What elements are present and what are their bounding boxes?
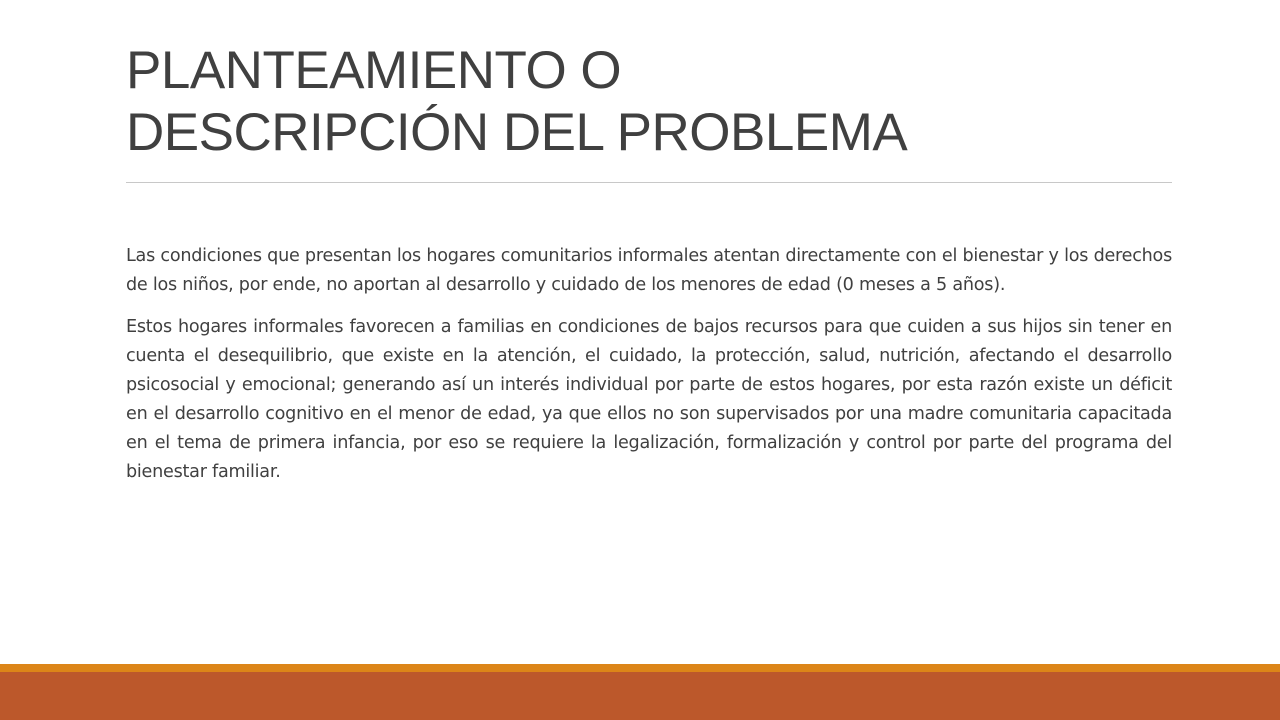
footer-accent-bar-thin: [0, 664, 1280, 672]
slide-title: [126, 40, 1186, 164]
slide-body: [126, 242, 1172, 500]
slide-title-line-2: DESCRIPCIÓN DEL PROBLEMA: [126, 103, 908, 162]
footer-accent-bar-thick: [0, 672, 1280, 720]
body-paragraph-1: Las condiciones que presentan los hogares comunitarios informales atentan directamente con el bienestar y los derechos de los niños, por ende, no aportan al desarrollo y cuidado de los menores de edad (0 meses a 5 años).: [126, 246, 1172, 295]
slide-title-line-1: PLANTEAMIENTO O: [126, 41, 622, 100]
title-divider: [126, 182, 1172, 183]
body-paragraph-2: Estos hogares informales favorecen a familias en condiciones de bajos recursos para que cuiden a sus hijos sin tener en cuenta el desequilibrio, que existe en la atención, el cuidado, la protección, salud, nutrición, afectando el desarrollo psicosocial y emocional; generando así un interés individual por parte de estos hogares, por esta razón existe un déficit en el desarrollo cognitivo en el menor de edad, ya que ellos no son supervisados por una madre comunitaria capacitada en el tema de primera infancia, por eso se requiere la legalización, formalización y control por parte del programa del bienestar familiar.: [126, 317, 1172, 482]
